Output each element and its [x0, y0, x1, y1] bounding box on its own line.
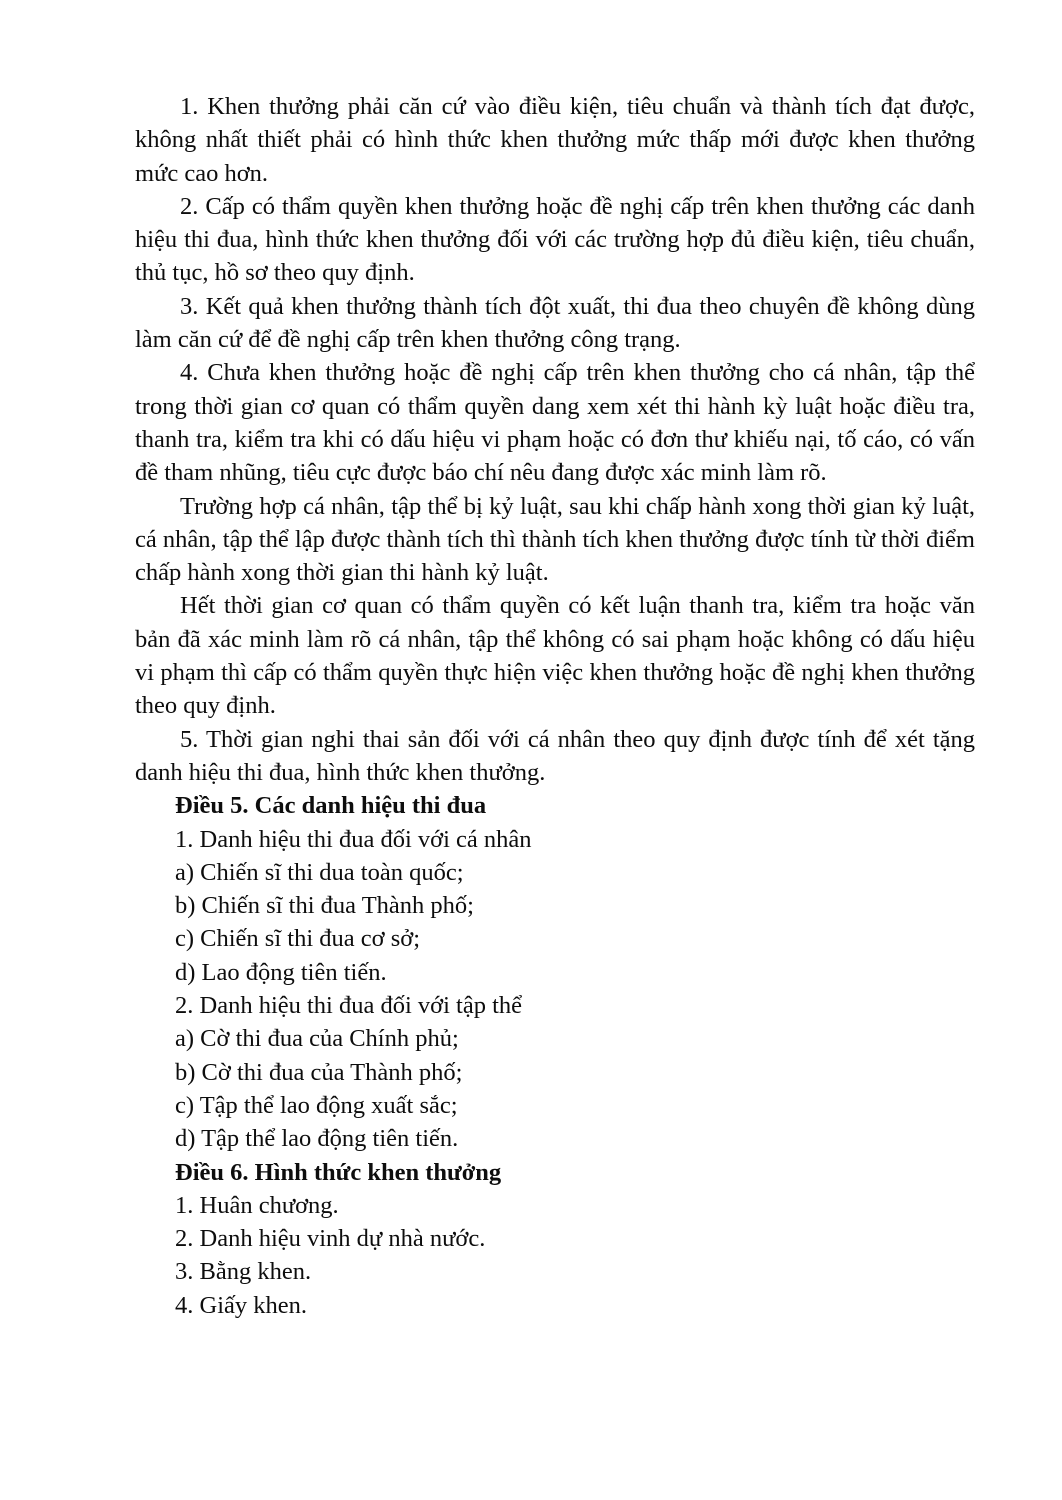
paragraph: 4. Chưa khen thưởng hoặc đề nghị cấp trên khen thưởng cho cá nhân, tập thể trong thời gian cơ quan có thẩm quyền dang xem xét thi hành kỳ luật hoặc điều tra, thanh tra, kiểm tra khi có dấu hiệu vi phạm hoặc có đơn thư khiếu nại, tố cáo, có vấn đề tham nhũng, tiêu cực được báo chí nêu đang được xác minh làm rõ. [135, 359, 975, 487]
list-item: c) Tập thể lao động xuất sắc; [175, 1091, 458, 1119]
list-item: d) Lao động tiên tiến. [175, 958, 387, 986]
list-item: 3. Bằng khen. [175, 1258, 312, 1286]
list-item: d) Tập thể lao động tiên tiến. [175, 1125, 459, 1153]
list-item: 1. Huân chương. [175, 1191, 339, 1219]
list-item: 2. Danh hiệu thi đua đối với tập thể [175, 992, 523, 1020]
list-item: b) Cờ thi đua của Thành phố; [175, 1058, 463, 1086]
paragraph: Hết thời gian cơ quan có thẩm quyền có kết luận thanh tra, kiểm tra hoặc văn bản đã xác minh làm rõ cá nhân, tập thể không có sai phạm hoặc không có dấu hiệu vi phạm thì cấp có thẩm quyền thực hiện việc khen thưởng hoặc đề nghị khen thưởng theo quy định. [135, 592, 975, 720]
list-item: a) Cờ thi đua của Chính phủ; [175, 1025, 459, 1053]
paragraph: 2. Cấp có thẩm quyền khen thưởng hoặc đề nghị cấp trên khen thưởng các danh hiệu thi đua, hình thức khen thưởng đối với các trường hợp đủ điều kiện, tiêu chuẩn, thủ tục, hồ sơ theo quy định. [135, 192, 975, 287]
document-body [135, 90, 975, 1322]
list-item: a) Chiến sĩ thi dua toàn quốc; [175, 858, 464, 886]
paragraph: 1. Khen thưởng phải căn cứ vào điều kiện, tiêu chuẩn và thành tích đạt được, không nhất thiết phải có hình thức khen thưởng mức thấp mới được khen thưởng mức cao hơn. [135, 93, 975, 187]
section-heading: Điều 5. Các danh hiệu thi đua [175, 792, 487, 820]
list-item: 1. Danh hiệu thi đua đối với cá nhân [175, 825, 532, 853]
paragraph: Trường hợp cá nhân, tập thể bị kỷ luật, sau khi chấp hành xong thời gian kỷ luật, cá nhân, tập thể lập được thành tích thì thành tích khen thưởng được tính từ thời điểm chấp hành xong thời gian thi hành kỷ luật. [135, 492, 975, 587]
section-heading: Điều 6. Hình thức khen thưởng [175, 1158, 502, 1186]
list-item: 2. Danh hiệu vinh dự nhà nước. [175, 1225, 486, 1253]
paragraph: 5. Thời gian nghi thai sản đối với cá nhân theo quy định được tính để xét tặng danh hiệu thi đua, hình thức khen thưởng. [135, 725, 975, 786]
list-item: 4. Giấy khen. [175, 1291, 307, 1319]
paragraph: 3. Kết quả khen thưởng thành tích đột xuất, thi đua theo chuyên đề không dùng làm căn cứ để đề nghị cấp trên khen thưởng công trạng. [135, 292, 975, 354]
list-item: c) Chiến sĩ thi đua cơ sở; [175, 925, 421, 953]
list-item: b) Chiến sĩ thi đua Thành phố; [175, 892, 474, 920]
